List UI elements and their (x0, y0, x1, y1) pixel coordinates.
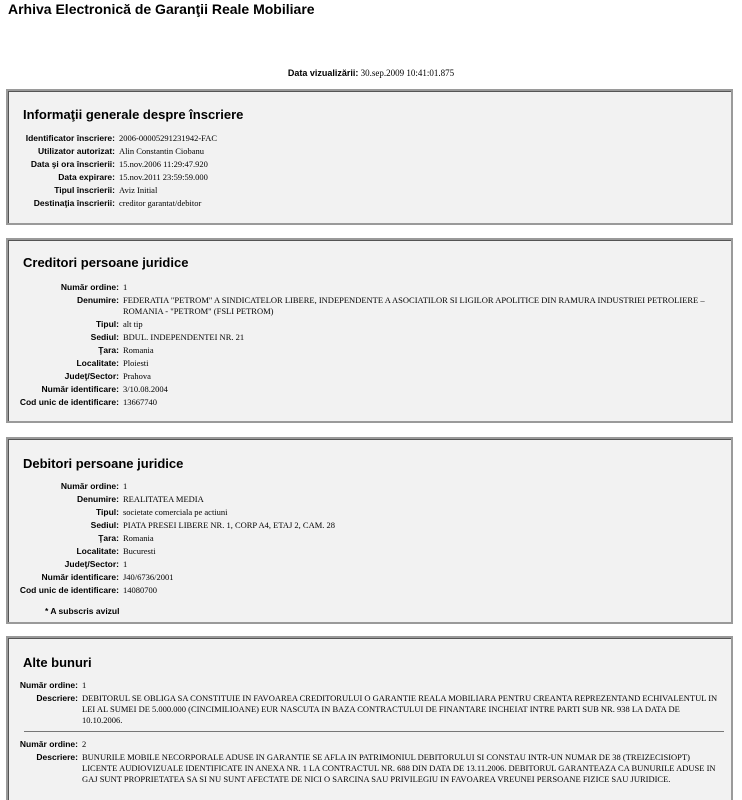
creditor-row-country (8, 345, 708, 356)
debtor-label: Număr identificare: (41, 572, 119, 582)
creditor-value: 13667740 (123, 397, 157, 407)
creditor-label: Judeţ/Sector: (64, 371, 119, 381)
creditor-label: Număr identificare: (41, 384, 119, 394)
creditors-panel (6, 238, 733, 423)
general-row-type (8, 185, 709, 196)
creditor-value: BDUL. INDEPENDENTEI NR. 21 (123, 332, 245, 342)
asset-order-row (8, 680, 722, 691)
creditor-row-idnum (8, 384, 708, 395)
view-date-label: Data vizualizării: (287, 68, 359, 78)
general-value: 15.nov.2006 11:29:47.920 (119, 159, 208, 169)
asset-desc-row (8, 752, 722, 785)
creditor-label: Localitate: (76, 358, 119, 368)
general-value: creditor garantat/debitor (119, 198, 202, 208)
asset-desc-row (8, 693, 722, 726)
debtor-value: REALITATEA MEDIA (123, 494, 204, 504)
creditor-label: Sediul: (90, 332, 119, 342)
debtor-label: Judeţ/Sector: (64, 559, 119, 569)
general-label: Data şi ora înscrierii: (30, 159, 115, 169)
creditor-label: Ţara: (98, 345, 119, 355)
asset-order-value: 1 (82, 680, 87, 690)
other-assets-panel (6, 636, 733, 800)
general-label: Data expirare: (58, 172, 115, 182)
debtor-label: Denumire: (76, 494, 119, 504)
creditor-value: Prahova (123, 371, 151, 381)
debtor-value: 14080700 (123, 585, 157, 595)
general-value: 15.nov.2011 23:59:59.000 (119, 172, 208, 182)
debtor-label: Cod unic de identificare: (19, 585, 119, 595)
asset-desc-value: DEBITORUL SE OBLIGA SA CONSTITUIE IN FAVOAREA CREDITORULUI O GARANTIE REALA MOBILIARA PENTRU CREANTA REPREZENTAND ECHIVALENTUL IN LEI AL SUMEI DE 5.000.000 (CINCIMILIOANE) EUR NASCUTA IN BAZA CONTRACTULUI DE FINANTARE INCHEIAT INTRE PARTI SUB NR. 938 LA DATA DE 10.10.2006. (82, 693, 718, 725)
debtor-label: Ţara: (98, 533, 119, 543)
general-value: Alin Constantin Ciobanu (119, 146, 204, 156)
asset-item-1 (8, 680, 722, 728)
other-assets-heading: Alte bunuri (23, 655, 92, 670)
debtor-value: J40/6736/2001 (123, 572, 174, 582)
creditor-label: Cod unic de identificare: (19, 397, 119, 407)
general-label: Tipul înscrierii: (54, 185, 115, 195)
asset-desc-label: Descriere: (36, 693, 78, 703)
creditor-value: Romania (123, 345, 154, 355)
debtor-row-address (8, 520, 708, 531)
creditor-row-cui (8, 397, 708, 408)
subscribed-note: * A subscris avizul (45, 606, 120, 616)
debtor-row-order (8, 481, 708, 492)
asset-separator (24, 731, 724, 732)
view-date-value: 30.sep.2009 10:41:01.875 (360, 68, 455, 78)
creditor-label: Număr ordine: (60, 282, 119, 292)
general-row-datetime (8, 159, 709, 170)
creditor-row-city (8, 358, 708, 369)
debtor-row-country (8, 533, 708, 544)
creditors-heading: Creditori persoane juridice (23, 255, 189, 270)
asset-order-label: Număr ordine: (19, 680, 78, 690)
general-row-id (8, 133, 709, 144)
debtor-value: Bucuresti (123, 546, 156, 556)
creditor-label: Denumire: (76, 295, 119, 305)
debtors-panel (6, 437, 733, 624)
creditor-row-order (8, 282, 708, 293)
debtor-value: 1 (123, 481, 128, 491)
general-info-panel (6, 89, 733, 225)
creditor-row-name (8, 295, 708, 317)
general-info-rows (8, 133, 709, 211)
general-label: Destinaţia înscrierii: (33, 198, 115, 208)
debtor-row-city (8, 546, 708, 557)
page-title: Arhiva Electronică de Garanţii Reale Mobiliare (8, 1, 315, 17)
creditor-row-address (8, 332, 708, 343)
debtor-label: Număr ordine: (60, 481, 119, 491)
creditor-value: Ploiesti (123, 358, 149, 368)
debtor-row-county (8, 559, 708, 570)
general-value: Aviz Initial (119, 185, 158, 195)
debtor-value: societate comerciala pe actiuni (123, 507, 228, 517)
general-value: 2006-00005291231942-FAC (119, 133, 218, 143)
asset-desc-label: Descriere: (36, 752, 78, 762)
debtor-value: PIATA PRESEI LIBERE NR. 1, CORP A4, ETAJ 2, CAM. 28 (123, 520, 336, 530)
general-row-user (8, 146, 709, 157)
asset-order-value: 2 (82, 739, 87, 749)
general-row-destination (8, 198, 709, 209)
debtor-value: Romania (123, 533, 154, 543)
creditor-value: FEDERATIA "PETROM" A SINDICATELOR LIBERE, INDEPENDENTE A ASOCIATILOR SI LIGILOR APOLITICE DIN RAMURA INDUSTRIEI PETROLIERE – ROMANIA - "PETROM" (FSLI PETROM) (123, 295, 705, 316)
creditors-rows (8, 282, 708, 410)
creditor-row-type (8, 319, 708, 330)
debtor-label: Tipul: (96, 507, 119, 517)
debtors-rows (8, 481, 708, 598)
general-row-expiry (8, 172, 709, 183)
debtor-row-cui (8, 585, 708, 596)
creditor-value: 1 (123, 282, 128, 292)
asset-item-2 (8, 739, 722, 787)
view-date (0, 68, 742, 78)
creditor-label: Tipul: (96, 319, 119, 329)
debtor-label: Sediul: (90, 520, 119, 530)
general-label: Utilizator autorizat: (38, 146, 115, 156)
creditor-value: 3/10.08.2004 (123, 384, 168, 394)
debtor-row-name (8, 494, 708, 505)
debtor-row-type (8, 507, 708, 518)
asset-order-row (8, 739, 722, 750)
asset-desc-value: BUNURILE MOBILE NECORPORALE ADUSE IN GARANTIE SE AFLA IN PATRIMONIUL DEBITORULUI SI CONSTAU INTR-UN NUMAR DE 38 (TREIZECISIOPT) LICENTE AUDIOVIZUALE IDENTIFICATE IN ANEXA NR. 1 LA CONTRACTUL NR. 688 DIN DATA DE 13.11.2006. DEBITORUL GARANTEAZA CA BUNURILE ADUSE IN GAJ SUNT PROPRIETATEA SA SI NU SUNT AFECTATE DE NICI O SARCINA SAU PRIVILEGIU IN FAVOAREA VREUNEI PERSOANE FIZICE SAU JURIDICE. (82, 752, 716, 784)
general-label: Identificator înscriere: (25, 133, 115, 143)
debtor-label: Localitate: (76, 546, 119, 556)
creditor-value: alt tip (123, 319, 143, 329)
general-info-heading: Informaţii generale despre înscriere (23, 107, 244, 122)
debtors-heading: Debitori persoane juridice (23, 456, 184, 471)
asset-order-label: Număr ordine: (19, 739, 78, 749)
debtor-value: 1 (123, 559, 128, 569)
debtor-row-idnum (8, 572, 708, 583)
creditor-row-county (8, 371, 708, 382)
